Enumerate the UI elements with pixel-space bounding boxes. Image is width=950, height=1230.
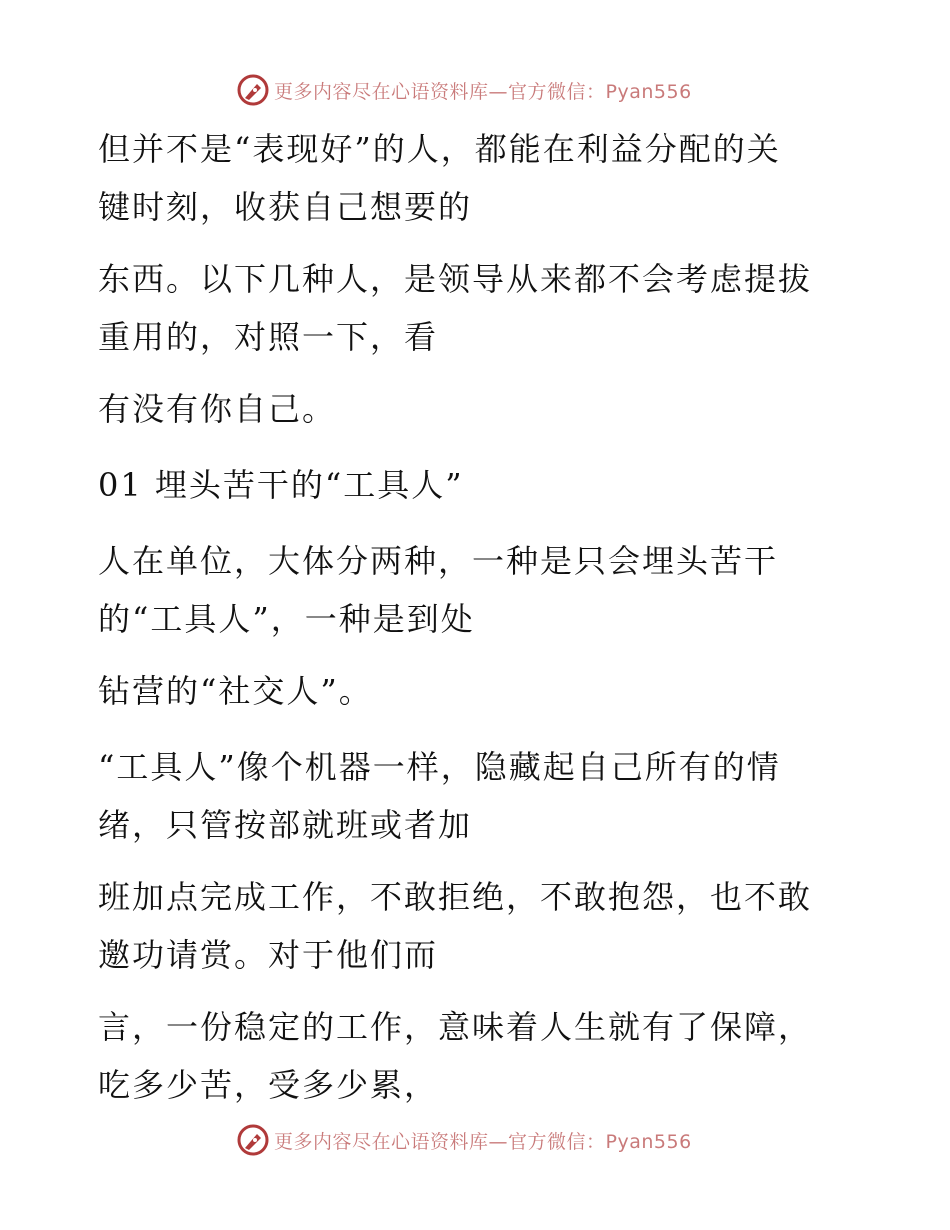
- banner-text: 更多内容尽在心语资料库—官方微信：Pyan556: [274, 80, 692, 103]
- text-line: 钻营的“社交人”。: [98, 672, 373, 710]
- text-line: 言，一份稳定的工作，意味着人生就有了保障，: [98, 1008, 813, 1046]
- text-line: 有没有你自己。: [98, 390, 337, 428]
- text-line: 班加点完成工作，不敢拒绝，不敢抱怨，也不敢: [98, 878, 813, 916]
- paragraph-1: [98, 120, 838, 236]
- paragraph-7: [98, 868, 838, 984]
- text-line: 重用的，对照一下，看: [98, 318, 439, 356]
- header-banner: [236, 72, 692, 108]
- text-line: 邀功请赏。对于他们而: [98, 936, 439, 974]
- text-line: “工具人”像个机器一样，隐藏起自己所有的情: [98, 748, 781, 786]
- paragraph-3: [98, 380, 838, 438]
- text-line: 的“工具人”，一种是到处: [98, 600, 475, 638]
- section-heading: [98, 456, 838, 514]
- pen-nib-logo-icon: [236, 1123, 270, 1157]
- paragraph-5: [98, 662, 838, 720]
- footer-banner: [236, 1122, 692, 1158]
- paragraph-4: [98, 532, 838, 648]
- pen-nib-logo-icon: [236, 73, 270, 107]
- text-line: 人在单位，大体分两种，一种是只会埋头苦干: [98, 542, 779, 580]
- text-line: 绪，只管按部就班或者加: [98, 806, 473, 844]
- text-line: 键时刻，收获自己想要的: [98, 188, 473, 226]
- text-line: 东西。以下几种人，是领导从来都不会考虑提拔: [98, 260, 813, 298]
- paragraph-6: [98, 738, 838, 854]
- text-line: 但并不是“表现好”的人，都能在利益分配的关: [98, 130, 781, 168]
- paragraph-8: [98, 998, 838, 1114]
- banner-text: 更多内容尽在心语资料库—官方微信：Pyan556: [274, 1130, 692, 1153]
- paragraph-2: [98, 250, 838, 366]
- text-line: 吃多少苦，受多少累，: [98, 1066, 439, 1104]
- heading-text: 01 埋头苦干的“工具人”: [98, 466, 464, 504]
